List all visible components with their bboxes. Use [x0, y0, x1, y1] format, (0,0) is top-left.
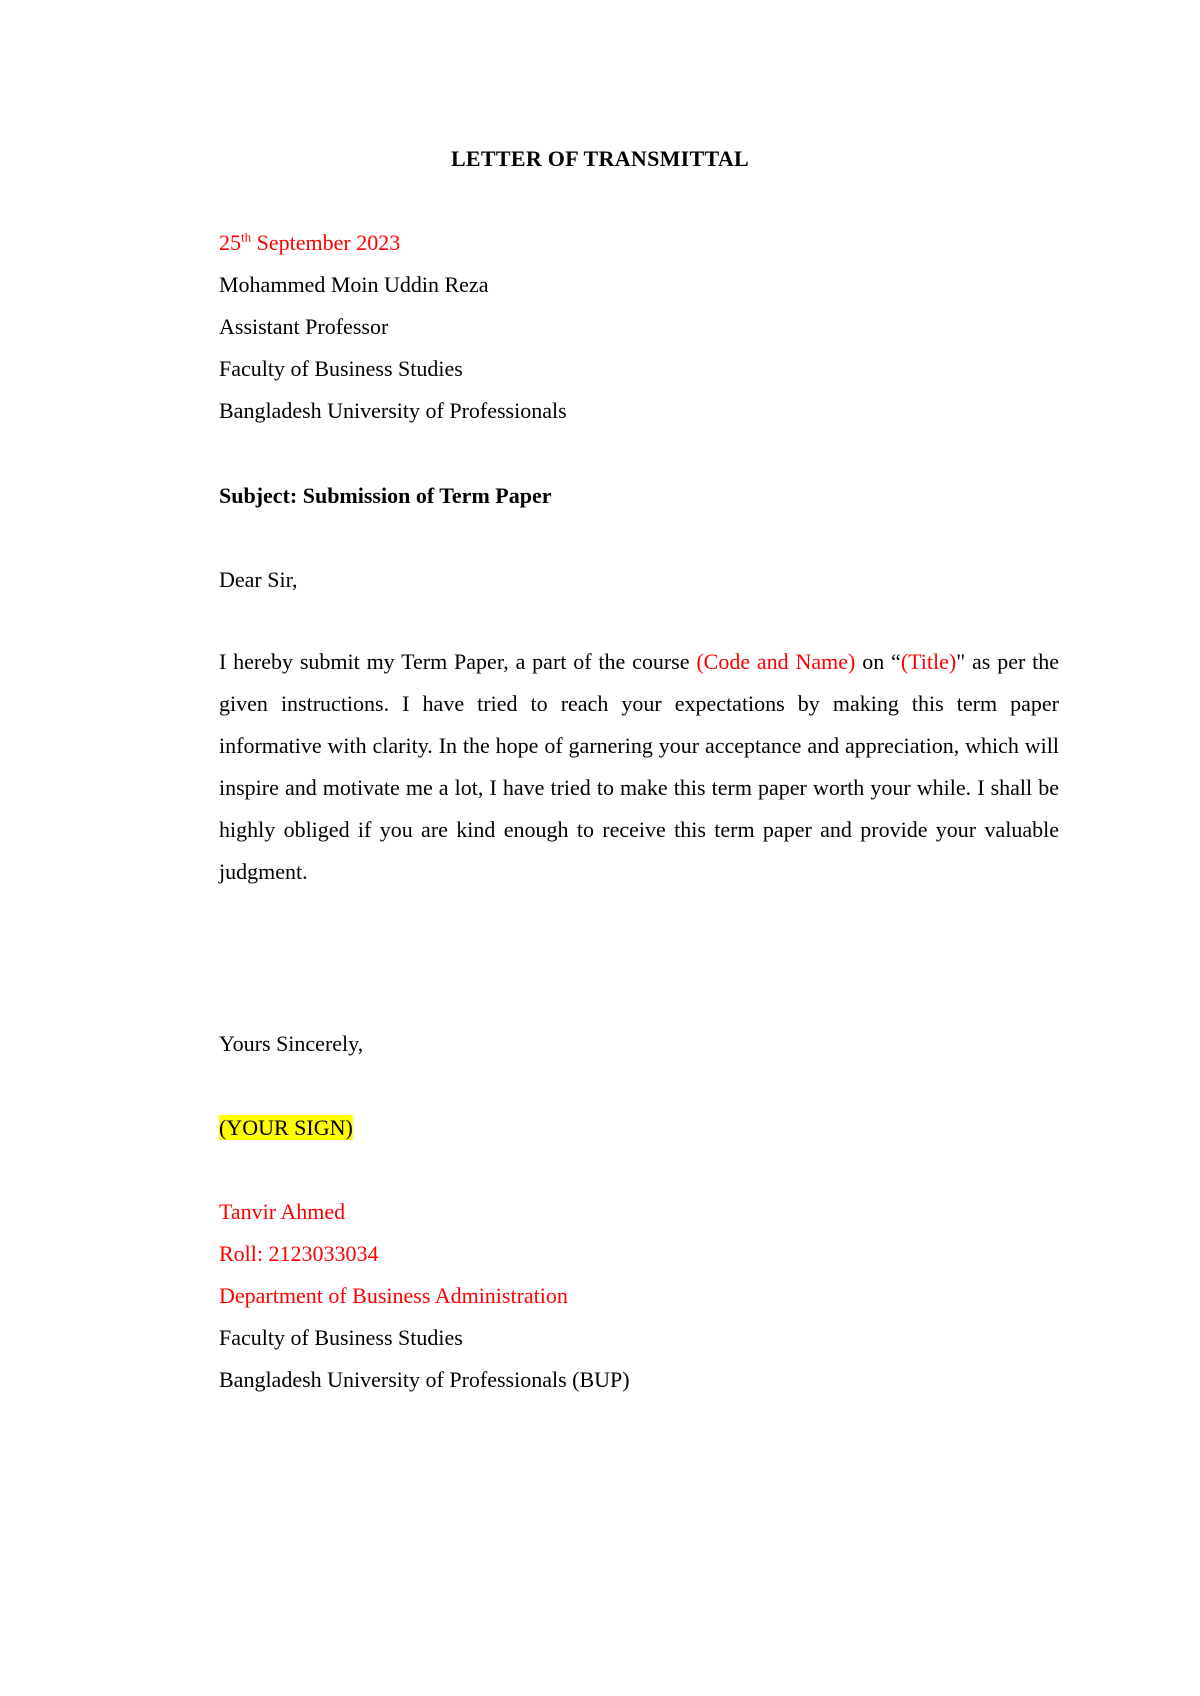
title-placeholder: (Title) [900, 649, 957, 674]
date-rest: September 2023 [251, 230, 401, 255]
recipient-university: Bangladesh University of Professionals [219, 398, 567, 423]
date-day: 25 [219, 230, 241, 255]
sender-roll: Roll: 2123033034 [219, 1241, 379, 1266]
body-part-1: I hereby submit my Term Paper, a part of the course [219, 649, 697, 674]
letter-date [219, 222, 1059, 264]
subject-text: Submission of Term Paper [297, 483, 552, 508]
subject-line [219, 475, 1059, 517]
sender-faculty: Faculty of Business Studies [219, 1325, 463, 1350]
salutation: Dear Sir, [219, 567, 298, 592]
body-part-3: " as per the given instructions. I have tried to reach your expectations by making this term paper informative with clarity. In the hope of garnering your acceptance and appreciation, which will inspire and motivate me a lot, I have tried to make this term paper worth your while. I shall be highly obliged if you are kind enough to receive this term paper and provide your valuable judgment. [219, 649, 1059, 884]
sender-name: Tanvir Ahmed [219, 1199, 346, 1224]
sender-university: Bangladesh University of Professionals (BUP) [219, 1367, 630, 1392]
recipient-name: Mohammed Moin Uddin Reza [219, 272, 489, 297]
sender-block [219, 1191, 1059, 1401]
body-paragraph [219, 641, 1059, 893]
course-placeholder: (Code and Name) [696, 649, 856, 674]
signature-line [219, 1107, 1059, 1149]
body-part-2: on “ [855, 649, 901, 674]
signature-placeholder: (YOUR SIGN) [219, 1115, 353, 1140]
subject-label: Subject: [219, 483, 298, 508]
date-suffix: th [241, 229, 252, 245]
sender-department: Department of Business Administration [219, 1283, 568, 1308]
letter-title: LETTER OF TRANSMITTAL [450, 146, 750, 171]
recipient-faculty: Faculty of Business Studies [219, 356, 463, 381]
recipient-block [219, 222, 1059, 432]
closing: Yours Sincerely, [219, 1031, 364, 1056]
recipient-position: Assistant Professor [219, 314, 389, 339]
